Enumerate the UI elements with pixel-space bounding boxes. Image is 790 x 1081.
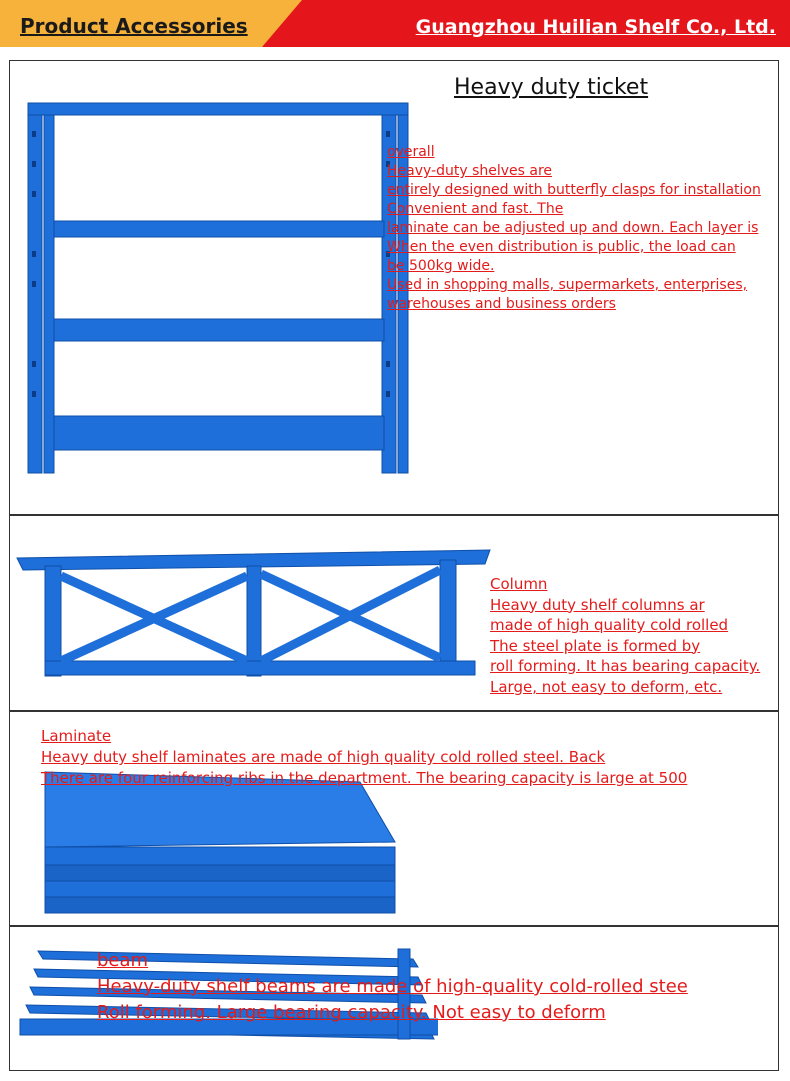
section-overall xyxy=(9,60,779,515)
beam-description xyxy=(97,948,688,1026)
shelf-unit-image xyxy=(20,91,420,515)
text-line: entirely designed with butterfly clasps for installation xyxy=(387,182,761,198)
text-line: When the even distribution is public, the load can xyxy=(387,239,736,255)
header-company-name: Guangzhou Huilian Shelf Co., Ltd. xyxy=(415,16,776,38)
text-line: There are four reinforcing ribs in the department. The bearing capacity is large at 500 xyxy=(41,769,688,787)
header-left-title: Product Accessories xyxy=(20,14,248,38)
section-title: Heavy duty ticket xyxy=(454,75,649,100)
text-line: Roll forming. Large bearing capacity. Not easy to deform xyxy=(97,1002,606,1023)
section-laminate xyxy=(9,711,779,926)
text-line: made of high quality cold rolled xyxy=(490,616,729,634)
text-line: Convenient and fast. The xyxy=(387,201,564,217)
text-line: be 500kg wide. xyxy=(387,258,495,274)
text-line: roll forming. It has bearing capacity. xyxy=(490,657,761,675)
text-line: Used in shopping malls, supermarkets, enterprises, xyxy=(387,277,748,293)
text-line: overall xyxy=(387,144,435,160)
column-frame-image xyxy=(15,536,495,711)
column-description xyxy=(490,574,760,697)
section-beam xyxy=(9,926,779,1071)
text-line: The steel plate is formed by xyxy=(490,636,701,655)
text-line: Heavy-duty shelves are xyxy=(387,163,553,179)
text-line: Large, not easy to deform, etc. xyxy=(490,677,723,696)
text-line: beam xyxy=(97,950,149,971)
text-line: warehouses and business orders xyxy=(387,296,616,312)
laminate-description xyxy=(41,726,687,789)
overall-description xyxy=(387,143,761,314)
text-line: Heavy duty shelf laminates are made of high quality cold rolled steel. Back xyxy=(41,748,606,766)
page-header xyxy=(0,0,790,47)
text-line: Heavy duty shelf columns ar xyxy=(490,595,705,614)
text-line: laminate can be adjusted up and down. Each layer is xyxy=(387,220,759,236)
text-line: Heavy-duty shelf beams are made of high-quality cold-rolled stee xyxy=(97,976,688,997)
section-column xyxy=(9,515,779,711)
text-line: Column xyxy=(490,575,548,593)
text-line: Laminate xyxy=(41,727,112,745)
